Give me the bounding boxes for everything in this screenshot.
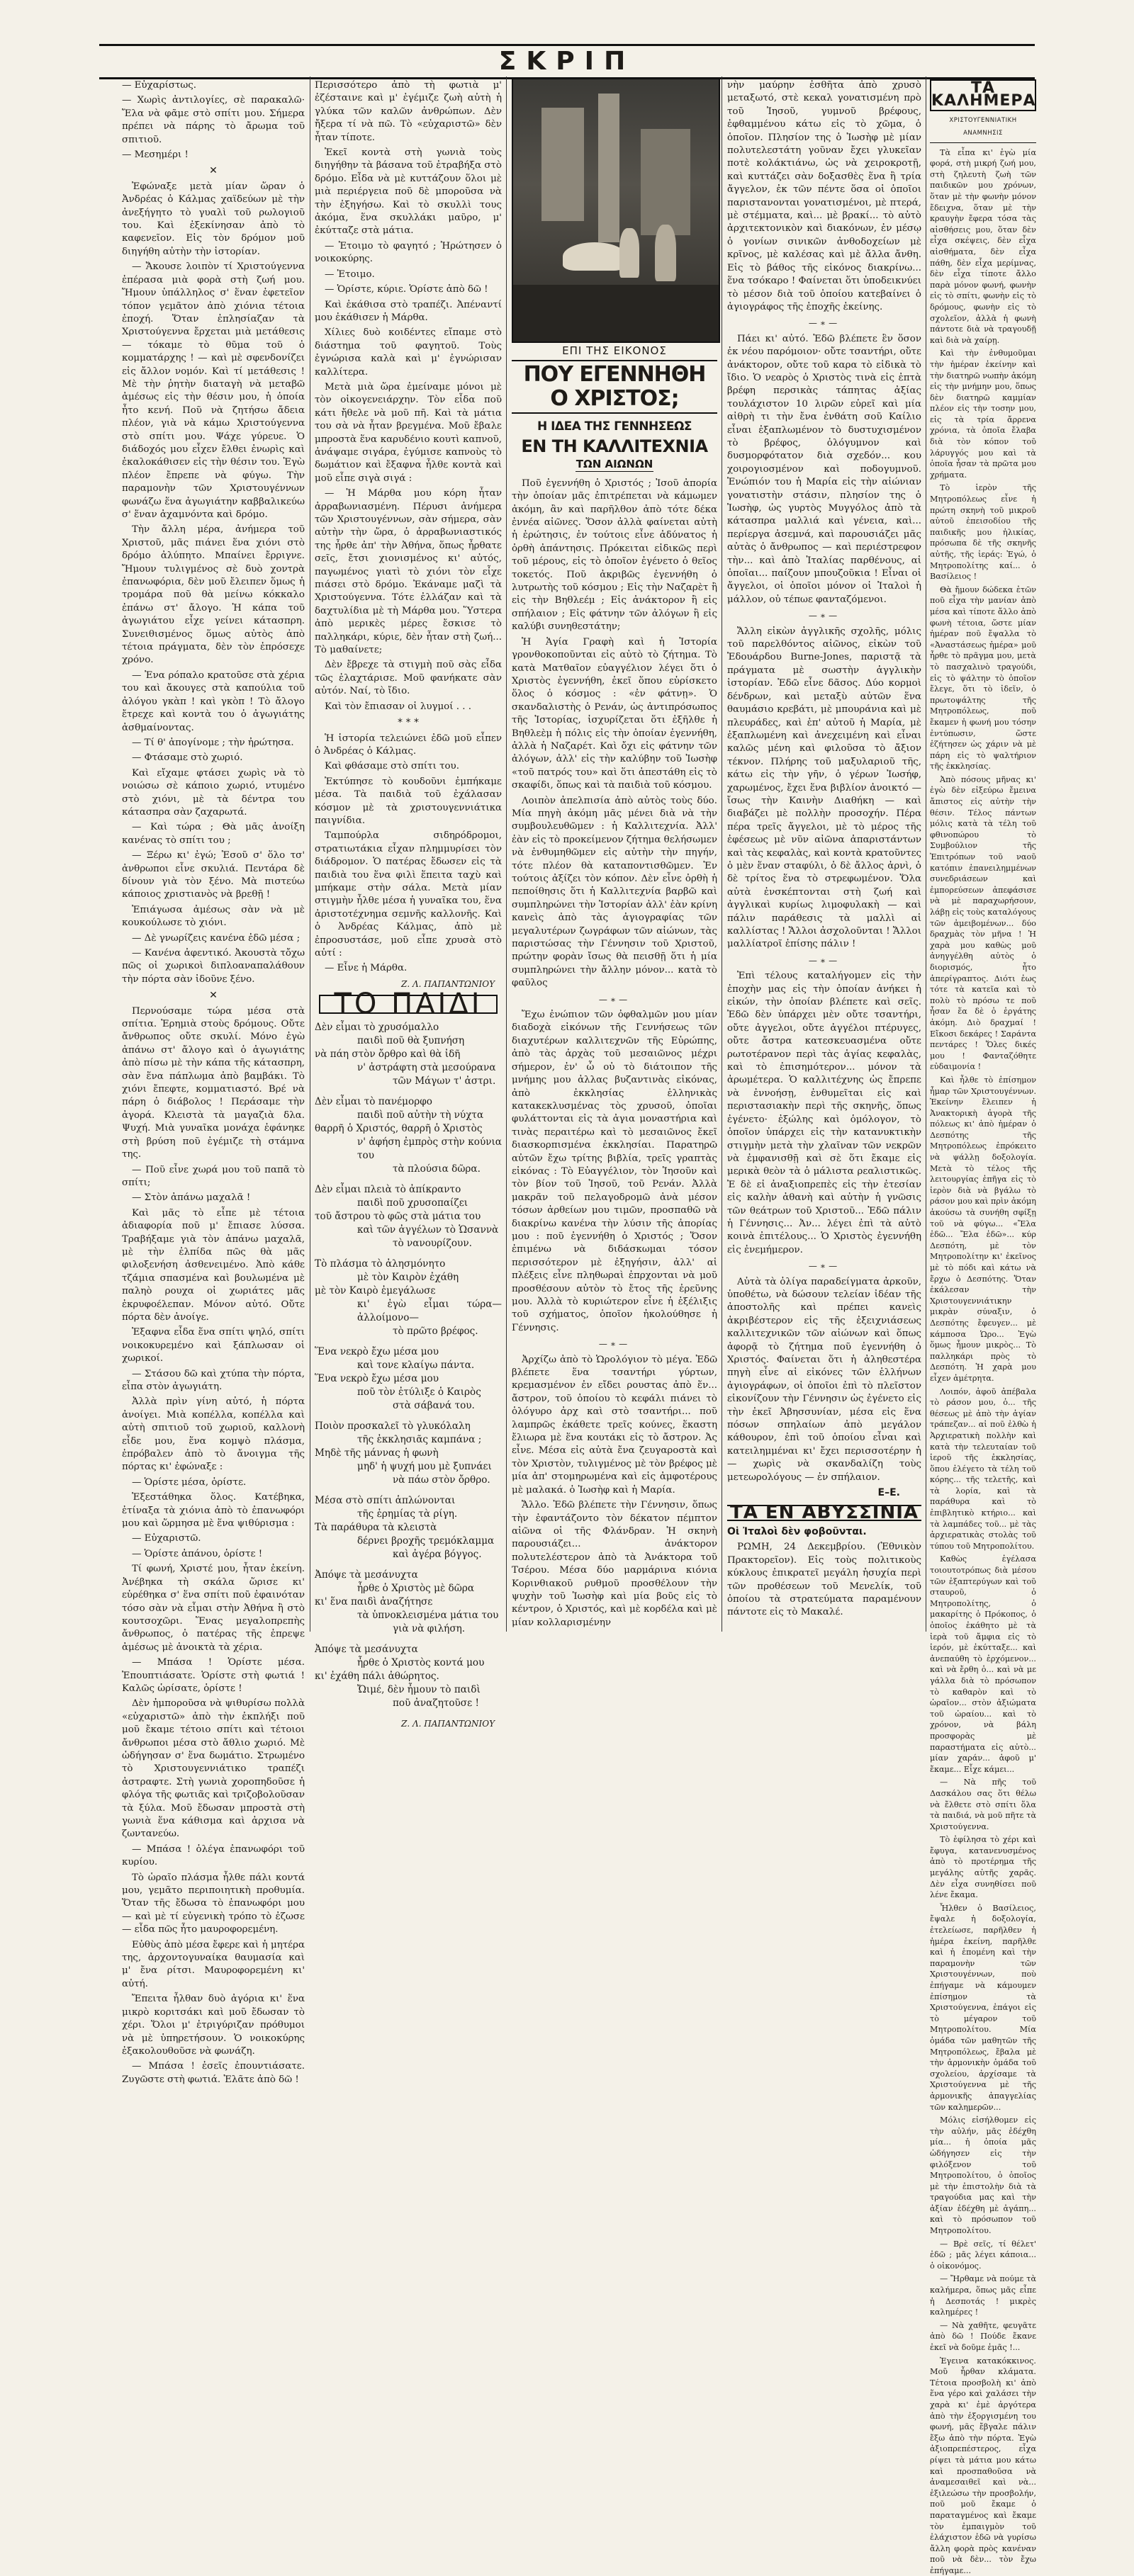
- paragraph: — Τί θ' ἀπογίνομε ; τὴν ἠρώτησα.: [132, 737, 294, 748]
- paragraph: Ἡ ἱστορία τελειώνει ἐδῶ μοῦ εἶπεν ὁ Ἀνδρέας ὁ Κάλμας.: [315, 733, 502, 757]
- poem-line: Ἕνα νεκρὸ ἔχω μέσα μου: [315, 1345, 439, 1357]
- poem-line: θαρρῆ ὁ Χριστός, θαρρῆ ὁ Χριστὸς: [315, 1122, 483, 1134]
- paragraph: Καὶ εἴχαμε φτάσει χωρὶς νὰ τὸ νοιώσω σὲ κάποιο χωριό, ντυμένο στὸ χιόνι, μὲ τὰ δέντρα του κάτασπρα σὰν ζαχαρωτά.: [122, 767, 305, 818]
- paragraph: — Κανένα ἀφεντικό. Ἀκουστὰ τὄχω πῶς οἱ χωρικοὶ διπλοαναπαλάθουν τὴν πόρτα σὰν ἰδοῦνε ξένο.: [122, 948, 305, 985]
- ornament: —∗—: [808, 611, 841, 621]
- poem-line: Μέσα στὸ σπίτι ἁπλώνονται: [315, 1494, 456, 1506]
- paragraph: Εὐθὺς ἀπὸ μέσα ἔφερε καὶ ἡ μητέρα της, ἀρχοντογυναίκα θαυμασία καὶ μ' ἔνα ρίτσι. Μαυροφορεμένη κι' αὐτή.: [122, 1939, 305, 1989]
- paragraph: Καὶ φθάσαμε στὸ σπίτι του.: [325, 761, 459, 772]
- poem-line: ἦρθε ὁ Χριστὸς μὲ δῶρα: [357, 1582, 474, 1594]
- paragraph: — Καὶ τώρα ; Θὰ μᾶς ἀνοίξη κανένας τὸ σπίτι του ;: [122, 822, 305, 846]
- story-column-1: [122, 79, 305, 2085]
- poem-stanza: [315, 1643, 502, 1710]
- article-subhead: ΤΩΝ ΑΙΩΝΩΝ: [576, 458, 653, 471]
- poem-line: στὰ σάβανά του.: [393, 1399, 475, 1411]
- section-divider: ✕: [209, 990, 218, 1002]
- ornament: —∗—: [598, 994, 631, 1005]
- poem-line: Ὤιμέ, δὲν ἦμουν τὸ παιδὶ: [357, 1683, 481, 1695]
- poem-line: τὸ νανουρίζουν.: [393, 1237, 472, 1249]
- section-divider: ✕: [209, 165, 218, 177]
- masthead: [99, 44, 1035, 79]
- poem-line: δέρνει βροχῆς τρεμόκλαμμα: [357, 1535, 495, 1547]
- paragraph: Καὶ μᾶς τὸ εἶπε μὲ τέτοια ἀδιαφορία ποῦ μ' ἔπιασε λύσσα. Τραβήξαμε γιὰ τὸν ἀπάνω μαχαλᾶ, μὲ τὴν ἐλπίδα πῶς θὰ μᾶς φιλοξενήση ἀσθενειμένο. Ἀπὸ κάθε τζάμια σπασμένα καὶ βουλωμένα μὲ παληὸ ρουχα οἱ χωριάτες μᾶς ἐκρυφοέλεπαν. Μόνον αὐτό. Οὔτε πόρτα δὲν ἀνοίγε.: [122, 1207, 305, 1323]
- paragraph: — Δὲ γνωρίζεις κανένα ἐδῶ μέσα ;: [132, 932, 301, 944]
- paragraph: — Ὁρίστε, κύριε. Ὁρίστε ἀπὸ δῶ !: [325, 284, 488, 295]
- paragraph: Ἔχω ἐνώπιον τῶν ὀφθαλμῶν μου μίαν διαδοχὰ εἰκόνων τῆς Γεννήσεως τῶν διαχυτέρων καλλιτεχνῶν τῆς Εὐρώπης, ἀπὸ τὰς ἀρχὰς τοῦ μεσαιῶνος μέχρι σήμερον, ἐν' ὧ οὐ τὸ διάτοιπον τῆς μνήμης μου ἀλλας βυζαντινὰς εἰκόνας, ἀπὸ ἐκκλησίας ἑλληνικὰς κατακεκλυσμένας τὸς χρυσοῦ, ὁποῖαι φυλάττονται εἰς τὰ ἀγια μοναστήρια καὶ τινὰς περαιτέρω καὶ τὸ μεσαιῶνος ἔκεῖ διασκορπισμένα ἐκκλησίαι. Παρατηρῶ αὐτῶν ἔχω τρίτης βιβλία, τρεῖς γραπτὰς εἰκόνας : Τὸ Εὐαγγέλιον, τὸν Ἰησοῦν καὶ τὸν βίον τοῦ Ἰησοῦ, τοῦ Ρενάν. Ἀλλὰ μακρᾶν τοῦ πελαγοδρομῶ ἀνὰ μέσον τόσων ἀρθείων μου τιμῶν, προσπαθῶ νὰ διακρίνω κανένα τὴν λύσιν τῆς ἀπορίας μου : ποῦ ἐγεννήθη ὁ Χριστός ; Ὅσον ἐπιμένω νὰ διδάσκωμαι τόσον περισσότερον μὲ ἐξηγήσιν, ἀλλ' αἱ πλέξεις εἶνε πληθωραὶ ἐπρχονται νὰ μοῦ προσθέσουν αὐτὸν τὸ ἔτος τῆς ἐρεῦνης μου. Ἀλλὰ τὸ κυριώτερον εἶνε ἡ ἐξέλιξις τοῦ σχήματος, ὁποῖον ἠκολούθησε ἡ Γέννησις.: [512, 1010, 717, 1333]
- paragraph: Ἄλλο. Ἐδῶ βλέπετε τὴν Γέννησιν, ὅπως τὴν ἐφαντάζοντο τὸν δέκατον πέμπτον αἰῶνα οἱ τῆς Φλάνδραν. Ἡ σκηνὴ παρουσιάζει... ἀνάκτορον πολυτελέστερον ἀπὸ τὰ Ἀνάκτορα τοῦ Τσέρου. Μέσα δύο μαρμάρινα κιόνια Κορινθιακοῦ ρυθμοῦ προσθέλουν τὴν ψυχὴν τοῦ Ἰωσὴφ καὶ μία βοῦς εἰς τὸ κέντρον, ὁ Χριστός, καὶ μὲ κορδέλα καὶ μὲ μίαν κολλαρισμένην: [512, 1500, 717, 1628]
- poem-line: καὶ ἀγέρα βόγγος.: [393, 1548, 482, 1560]
- poem-line: νὰ πάω στὸν ὄρθρο.: [393, 1474, 490, 1486]
- paragraph: Τὰ εἶπα κι' ἐγὼ μία φορά, στὴ μικρή ζωή μου, στὴ ζηλευτὴ ζωὴ τῶν παιδικῶν μου χρόνων, ὅταν μὲ τὴν φωνὴν μόνον ἔδειχνα, ὅταν μὲ τὴν κραυγὴν ἔφερα τόσα τὰς αἰσθήσεις μου, ὅταν δὲν εἶχα σκέψεις, δὲν εἶχα αἰσθήματα, δὲν εἶχα πάθη, δὲν εἶχα μερίμνας, δὲν εἶχα τίποτε ἄλλο παρὰ μόνον φωνή, φωνὴν εἰς τὸ σπίτι, φωνὴν εἰς τὸ δρόμους, φωνὴν εἰς τὸ σχολεῖον, ἀλλὰ ἡ φωνὴ πάντοτε διὰ νὰ τραγουδῇ καὶ διὰ νὰ χαίρῃ.: [930, 147, 1036, 345]
- paragraph: — Ἡ Μάρθα μου κόρη ἦταν ἀρραβωνιασμένη. Πέρυσι ἀνήμερα τῶν Χριστουγέννων, σὰν σήμερα, σὰν αὐτὴν τὴν ὥρα, ὁ ἀρραβωνιαστικός της ἦρθε ἀπ' τὴν Ἀθήνα, ὅπως ἦρθατε σεῖς, ἔτσι χιονισμένος κι' αὐτός, παγωμένος γιατὶ τὸ χιόνι τὸν εἶχε πιάσει στὸ δρόμο. Ἐκάναμε μαζὶ τὰ Χριστούγεννα. Τότε ἐλλάζαν καὶ τὰ δαχτυλίδια μὲ τὴ Μάρθα μου. Ὕστερα ἀπὸ μερικὲς μέρες ἔσκισε τὸ παλληκάρι, κύριε, δὲν ἦταν στὴ ζωή... Τὸ μαθαίνετε;: [315, 488, 502, 656]
- paragraph: Ἀρχίζω ἀπὸ τὸ Ὡρολόγιον τὸ μέγα. Ἐδῶ βλέπετε ἕνα τσαντήρι γύρτων, κρεμασμένον ἐν εἴδει ρουστας ἀπὸ ἕν... ἄστρον, τοῦ ὁποίου τὸ κεφάλι πιάνει τὸ ὁλόγυρο ἀρχ καὶ στὸ τσαντήρι... ποῦ λαμπρῶς ἐκάθετε τρεῖς κούνες, ἕκαστη ἔλιωρα μὲ ἕνα κουτάκι εἰς τὸ ἄστρον. Ἀς εἶνε. Μέσα εἰς αὐτὰ ἔνα ζευγαροστὰ καὶ τὸν Χριστὸν, τυλιγμένος μὲ τὸν βρέφος μὲ μία ἀπ' στομηρωμένα καὶ εἰς ἀμφοτέρους μὲ μαλακά. ὁ Ἰωσὴφ καὶ ἡ Μαρία.: [512, 1354, 717, 1496]
- paragraph: Μόλις εἰσήλθομεν εἰς τὴν αὐλήν, μᾶς ἐδέχθη μία... ἡ ὁποία μᾶς ὡδήγησεν εἰς τὴν φιλόξενον τοῦ Μητροπολίτου, ὁ ὁποῖος μὲ τὴν ἐπιστολὴν διὰ τὰ τραγούδια μας καὶ τὴν ἀξίαν ἐδέχθη μὲ ἀγάπη... καὶ τὸ πρόσωπον τοῦ Μητροπολίτου.: [930, 2115, 1036, 2236]
- paragraph: Τί φωνή, Χριστέ μου, ἦταν ἐκείνη. Ἀνέβηκα τὴ σκάλα ὥρισε κι' εὑρέθηκα σ' ἕνα σπίτι ποῦ ἐφαινόταν τόσο σὰν νὰ εἶμαι στὴν Ἀθήνα ἢ στὸ κουτσοχῶρι. Ἕνας μεγαλοπρεπὴς ἄνθρωπος, ὁ πατέρας τῆς ἐπρεψε ἀμέσως μὲ ἀνοικτὰ τὰ χέρια.: [122, 1564, 305, 1653]
- feature-column-5: [930, 79, 1036, 2575]
- paragraph: Ἐκεῖ κοντὰ στὴ γωνιὰ τοὺς διηγήθην τὰ βάσανα τοῦ ἐτραβήξα στὸ δρόμο. Εἶδα νὰ μὲ κυττάζουν ὅλοι μὲ μιὰ περιέργεια ποῦ δὲ μποροῦσα νὰ τὴν ἐξηγήσω. Καὶ τὸ σκυλλὶ τους ἀκόμα, ἕνα σκυλλάκι μαῦρο, μ' ἐκύτταζε στὰ μάτια.: [315, 147, 502, 237]
- poem-line: ἦρθε ὁ Χριστὸς κοντά μου: [357, 1656, 485, 1668]
- paragraph: — Ἐνα ρόπαλο κρατοῦσε στὰ χέρια του καὶ ἄκουγες στὰ καπούλια τοῦ ἀλόγου γκὰπ ! καὶ γκὸπ ! Τὸ ἄλογο ἔτρεχε καὶ κοντὰ του ὁ ἀγωγιάτης ἀσθμαίνοντας.: [122, 670, 305, 733]
- ornament: —∗—: [598, 1339, 631, 1350]
- poem-line: κι' ἕνα παιδὶ ἀναζήτησε: [315, 1595, 433, 1608]
- poem-line: ποῦ τὸν ἐτύλιξε ὁ Καιρὸς: [357, 1386, 481, 1398]
- article-signature: Ε–Ε.: [877, 1487, 900, 1499]
- paragraph: Ἡ Ἁγία Γραφὴ καὶ ἡ Ἱστορία γρονθοκοποῦνται εἰς αὐτὸ τὸ ζήτημα. Τὸ κατὰ Ματθαῖον εὐαγγέλιον λέγει ὅτι ὁ Χριστὸς ἐγεννήθη, ἐκεῖ ὅπου εὑρίσκετο ὅλος ὁ κόσμος : «ἐν φάτνῃ». Ὁ σκανδαλιστὴς ὁ Ρενάν, ὡς ἀντιπρόσωπος τῆς Ἱστορίας, ἰσχυρίζεται ὅτι ἐξῆλθε ἡ Βηθλεὲμ ἡ πόλις εἰς τὴν ὁποίαν ἐγεννήθη, ἀλλὰ ἡ Ναζαρέτ. Καὶ ὄχι εἰς φάτνην τῶν ἀλόγων, ἀλλ' εἰς τὴν καλύβην τοῦ Ἰωσὴφ «τοῦ πατρός του» καὶ ὅτι ἀπεστάθη εἰς τὸ σκαφίδι, ὅπως καὶ τὰ παιδιὰ τοῦ κόσμου.: [512, 636, 717, 791]
- poem-line: ποῦ ἀναζητοῦσε !: [393, 1697, 479, 1709]
- paragraph: Δὲν ἔβρεχε τὰ στιγμὴ ποῦ σὰς εἶδα τῶς ἐλαχτάρισε. Μοῦ φανήκατε σὰν αὐτόν. Ναί, τὸ ἴδιο.: [315, 660, 502, 697]
- poem-line: νὰ πάη στὸν ὄρθρο καὶ θὰ ἰδῆ: [315, 1048, 461, 1060]
- poem-line: Τὸ πλάσμα τὸ ἀλησμόνητο: [315, 1258, 446, 1270]
- paragraph: Αὐτὰ τὰ ὀλίγα παραδείγματα ἀρκοῦν, ὑποθέτω, νὰ δώσουν τελείαν ἰδέαν τῆς ἀποστολῆς καὶ πρέπει κανεὶς ἀκριβέστερον εἰς τῆς ἐξειχνιάσεως καλλιτεχνικῶν τῶν αἰώνων καὶ ὅπως ἀφορᾷ τὸ ζήτημα ποῦ ἐγεννήθη ὁ Χριστός. Φαίνεται ὅτι ἡ ἀληθεστέρα πηγὴ εἶνε αἱ εἰκόνες τῶν ἑλλήνων ἀγιογράφων, οἱ ὁποῖοι ἐπὶ τὸ πλεῖστον εἰκονίζουν τὴν Γέννησιν ὡς ἐγένετο εἰς τὴν ἐκεῖ Ἀβησσυνίαν, μέσα εἰς ἕνα πόσων σπηλαίων ἀπὸ μεγάλον κάθουρον, ἐπὶ τοῦ ὁποίου εἶναι καὶ κατειλημμέναι κι' ἔχει περισσοτέρην ἡ— χωρὶς νὰ σκανδαλίζη τοὺς μετεωρολόγους — ἐν σπήλαιον.: [727, 1276, 921, 1483]
- feature-subtitle: ΧΡΙΣΤΟΥΓΕΝΝΙΑΤΙΚΗ ΑΝΑΜΝΗΣΙΣ: [930, 114, 1036, 143]
- story-column-2: [315, 79, 502, 1729]
- news-paragraph: ΡΩΜΗ, 24 Δεκεμβρίου. (Ἐθνικὸν Πρακτορεῖον). Εἰς τοὺς πολιτικοὺς κύκλους ἐπικρατεῖ μεγάλη ἡσυχία περὶ τῶν προθέσεων τοῦ Μενελίκ, τοῦ ὁποίου τὰ στρατεύματα παραμένουν πάντοτε εἰς τὸ Μακαλέ.: [727, 1542, 921, 1618]
- poem-stanza: [315, 1420, 502, 1487]
- poem-line: τοῦ ἄστρου τὸ φῶς στὰ μάτια του: [315, 1210, 481, 1222]
- poem-stanza: [315, 1494, 502, 1561]
- paragraph: — Στὸν ἀπάνω μαχαλᾶ !: [132, 1192, 251, 1204]
- paragraph: Τὴν ἄλλη μέρα, ἀνήμερα τοῦ Χριστοῦ, μᾶς πιάνει ἕνα χιόνι στὸ δρόμο ἀλύπητο. Μπαίνει ἔρριγνε. Ἤμουν τυλιγμένος σὲ δυὸ χοντρὰ ἐπανωφόρια, δὲν μοῦ ἔλειπεν ὅμως ἡ τρομάρα ποῦ θὰ μείνω κόκκαλο ἐπάνω στ' ἄλογο. Ἡ κάπα τοῦ ἀγωγιάτου εἶχε γείνει κάτασπρη. Συνειθισμένος ὅμως αὐτὸς ἀπὸ τέτοια πράγματα, δὲν τὸν ἐπρόσεχε χρόνο.: [122, 524, 305, 666]
- story-part-b: [122, 1005, 305, 2087]
- paragraph: Ποῦ ἐγεννήθη ὁ Χριστός ; Ἰσοῦ ἀπορία τὴν ὁποίαν μᾶς ἐπιτρέπεται νὰ κάμωμεν ἀκόμη, ἂν καὶ παρῆλθον ἀπὸ τότε δέκα ἐννέα αἰῶνες. Ὅσον ἀλλὰ φαίνεται αὐτὴ ἡ ἐρώτησις, ἐν τούτοις εἶνε ἀδύνατος ἡ ὀρθὴ ἀπάντησις. Πρόκειται εἰδικῶς περὶ τοῦ μέρους, εἰς τὸ ὁποῖον ἐγένετο ὁ θεῖος τοκετός. Ποῦ ἀκριβῶς ἐγεννήθη ὁ λυτρωτὴς τοῦ κόσμου ; Εἰς τὴν Ναζαρὲτ ἢ εἰς τὴν Βηθλεέμ ; Εἰς ἀνάκτορον ἢ εἰς σπήλαιον ; Εἰς φάτνην τῶν ἀλόγων ἢ εἰς καλύβι συνηθεστάτην;: [512, 478, 717, 633]
- feature-body: [930, 147, 1036, 2576]
- poem-stanza: [315, 1569, 502, 1636]
- paragraph: Καὶ τὴν ἐνθυμοῦμαι τὴν ἡμέραν ἐκείνην καὶ τὴν διατηρῶ νωπὴν ἀκόμη εἰς τὴν μνήμην μου, ὅπως δὲν διατηρῶ καμμίαν πλέον εἰς τὴν τοσην μου, εἰς τὰ τρία ἄρρενα χρόνια, τὰ ὁποῖα ἔλαβα διὰ τὸν κόπον τοῦ λάρυγγός μου καὶ τὰ ὁποῖα ἦσαν τὰ πρῶτα μου χρήματα.: [930, 349, 1036, 480]
- paragraph: Περισσότερο ἀπὸ τὴ φωτιὰ μ' ἐζέσταινε καὶ μ' ἐγέμιζε ζωὴ αὐτὴ ἡ γλύκα τῶν καλῶν ἀνθρώπων. Δὲν ἤξερα τί νὰ πῶ. Τὸ «εὐχαριστῶ» δὲν ἦταν τίποτε.: [315, 80, 502, 143]
- paragraph: Ἦλθεν ὁ Βασίλειος, ἔψαλε ἡ δοξολογία, ἐτελείωσε, παρῆλθεν ἡ ἡμέρα ἐκείνη, παρῆλθε καὶ ἡ ἑπομένη καὶ τὴν παραμονὴν τῶν Χριστουγέννων, ποὺ ἐπήγαμε νὰ κάμουμεν ἐπίσημον τὰ Χριστούγεννα, ἐπάγοι εἰς τὸ μέγαρον τοῦ Μητροπολίτου. Μία ὁμάδα τῶν μαθητῶν τῆς Μητροπόλεως, ἔβαλα μὲ τὴν ἀρμονικὴν ὁμάδα τοῦ σχολείου, ἀρχίσαμε τὰ Χριστούγεννα μὲ τῆς ἀρμονικῆς ἀπαγγελίας τῶν καλημερῶν...: [930, 1903, 1036, 2112]
- poem-title: ΤΟ ΠΑΙΔΙ: [319, 995, 498, 1013]
- paragraph: Ἐφώναξε μετὰ μίαν ὥραν ὁ Ἀνδρέας ὁ Κάλμας χαϊδεύων μὲ τὴν ἀνεξήγητο τὸ γυαλὶ τοῦ ρωλογιοῦ του. Καὶ ἐξεκίνησαν ἀπὸ τὸ καφενεῖον. Εἰς τὸν δρόμον μοῦ διηγήθη αὐτὴν τὴν ἱστορίαν.: [122, 181, 305, 257]
- poem-line: Ποιὸν προσκαλεῖ τὸ γλυκόλαλη: [315, 1420, 471, 1432]
- feature-title: ΤΑ ΚΑΛΗΜΕΡΑ: [931, 79, 1036, 111]
- poem-line: κι' ἐχάθη πάλι ἀθώρητος.: [315, 1670, 439, 1682]
- poem-line: κι' ἐγὼ εἶμαι τώρα—ἀλλοίμονο—: [357, 1298, 502, 1323]
- poem-line: καὶ τονε κλαίγω πάντα.: [357, 1359, 475, 1371]
- paragraph: — Νὰ χαθῆτε, φευγᾶτε ἀπὸ δῶ ! Πούδε ἔκανε ἐκεῖ νὰ δοῦμε ἐμᾶς !...: [930, 2320, 1036, 2352]
- poem-line: καὶ τῶν ἀγγέλων τὸ Ὡσαννὰ: [357, 1224, 499, 1236]
- nativity-illustration: [512, 78, 720, 343]
- image-kicker: ΕΠΙ ΤΗΣ ΕΙΚΟΝΟΣ: [562, 344, 667, 357]
- paragraph: — Εἶνε ἡ Μάρθα.: [325, 963, 408, 974]
- poem-line: τῆς ἐρημίας τὰ ρίγη.: [357, 1508, 458, 1520]
- paragraph: Ἀπὸ πόσους μῆνας κι' ἐγὼ δὲν εἰξεύρω ἔμεινα ἄπιστος εἰς αὐτὴν τὴν θέσιν. Τέλος πάντων μόλις κατὰ τὰ τέλη τοῦ φθινοπώρου τὸ Συμβούλιον τῆς Ἐπιτρόπων τοῦ ναοῦ κατόπιν ἐπανειλημμένων συνεδριάσεων καὶ ἐμπορεύσεων ἀπεφάσισε νὰ μὲ παραχωρήσουν, λάβῃ εἰς τοὺς καταλόγους τῶν ἀμειβομένων... δύο δραχμὰς τὸν μῆνα ! Ἡ χαρὰ μου καθὼς μοῦ ἀνηγγέλθη αὐτὸς ὁ διορισμός, ἦτο ἀπερίγραπτος. Διότι ἐως τότε τὰ κατεῖα καὶ τὸ πολὺ τὸ πρόσω τε ποῦ ἦσαν ἕα δὲ ὁ ἐργάτης ἀκόμη. Διὸ δραχμαί ! Εἴκοσι δεκάρες ! Σαράντα πεντάρες ! Ὅλες δικές μου ! Φανταζόθητε εὐδαιμονία !: [930, 774, 1036, 1072]
- article-headline: ΠΟΥ ΕΓΕΝΝΗΘΗ Ο ΧΡΙΣΤΟΣ;: [512, 360, 717, 414]
- poem-line: τὰ πλούσια δῶρα.: [393, 1163, 481, 1175]
- paragraph: Μετὰ μιὰ ὥρα ἐμείναμε μόνοι μὲ τὸν οἰκογενειάρχην. Τὸν εἶδα ποῦ κάτι ἤθελε νὰ μοῦ πῆ. Καὶ τὰ μάτια του σὰ νὰ ἦταν βρεγμένα. Μοῦ ἔβαλε μπροστὰ ἕνα καρυδένιο κουτὶ καπνοῦ, ἀνάψαμε σιγάρα, ἐγύμισε καπνοὺς τὸ δωμάτιον καὶ ἔξαφνα ἦλθε κοντὰ καὶ μοῦ εἶπε σιγὰ σιγά :: [315, 381, 502, 484]
- poem-stanza: [315, 1095, 502, 1176]
- poem-line: Μηδὲ τῆς μάννας ἡ φωνὴ: [315, 1447, 439, 1459]
- poem-line: Δὲν εἶμαι τὸ χρυσόμαλλο: [315, 1021, 439, 1033]
- paragraph: — Στάσου δῶ καὶ χτύπα τὴν πόρτα, εἶπα στὸν ἀγωγιάτη.: [122, 1368, 305, 1392]
- paragraph: Τὸ ὡραῖο πλάσμα ἦλθε πάλι κοντά μου, γεμᾶτο περιποιητικὴ προθυμία. Ὅταν τῆς ἔδωσα τὸ ἐπανωφόρι μου — καὶ μὲ τί εὐγενικὴ τρόπο τὸ ἐζωσε — εἶδα πῶς ἦτο μαυροφορεμένη.: [122, 1872, 305, 1936]
- paragraph: — Ἐτοιμο τὸ φαγητό ; Ἠρώτησεν ὁ νοικοκύρης.: [315, 240, 502, 265]
- poem-line: παιδὶ ποῦ θὰ ξυπνήση: [357, 1034, 465, 1046]
- poem-signature: Ζ. Λ. ΠΑΠΑΝΤΩΝΙΟΥ: [401, 1718, 495, 1729]
- poem-line: τῶν Μάγων τ' ἀστρι.: [393, 1075, 496, 1087]
- paragraph: Καὶ τὸν ἔπιασαν οἱ λυγμοί . . .: [325, 701, 472, 712]
- article-column-3: [512, 344, 717, 1631]
- poem-line: τὰ ὑπνοκλεισμένα μάτια του: [357, 1609, 499, 1621]
- poem-line: παιδὶ ποῦ αὐτὴν τὴ νύχτα: [357, 1109, 484, 1121]
- paragraph: — Φτάσαμε στὸ χωριό.: [132, 752, 243, 764]
- poem-stanza: [315, 1021, 502, 1088]
- paragraph: Θὰ ἤμουν δώδεκα ἐτῶν ποῦ εἶχα τὴν μανίαν ἀπὸ μέσα καὶ τίποτε ἄλλο ἀπὸ φωνὴ τέτοια, ὥστε μίαν ἡμέραν ποῦ ἔψαλλα τὸ «Ἀναστάσεως ἡμέρα» μοῦ ἦρθε τὸ πρᾶγμα μου, μετὰ τὸ πασχαλινὸ τραγούδι, εἰς τὸ ψάλτην τὸ ὁποῖον ἔλεγε, ὅτι τὸ ἰδεῖν, ὁ πρωτοψάλτης τῆς Μητροπόλεως, ποῦ ἔκαμεν ἡ φωνή μου τόσην ἐντύπωσιν, ὥστε ἐζήτησεν ὡς χάριν νὰ μὲ πάρη εἰς τὸ ψαλτήριον τῆς ἐκκλησίας.: [930, 584, 1036, 772]
- paragraph: — Ξέρω κι' ἐγώ; Ἐσοῦ σ' ὅλο τσ' ἀνθρωποι εἶνε σκυλιά. Πεντάρα δὲ δίνουν γιὰ τὸν ξένο. Μὰ πιστεύω κάποιος χριστιανὸς νὰ βρεθῇ !: [122, 850, 305, 900]
- paragraph: Ἀλλὰ πρὶν γίνη αὐτό, ἡ πόρτα ἀνοίγει. Μιὰ κοπέλλα, κοπέλλα καὶ αὐτὴ σπιτιοῦ τοῦ χωριοῦ, καλλονὴ εἶδε μου, ἕνα κομψὸ πλάσμα, ἐπρόβαλεν ἀπὸ τὸ ἄνοιγμα τῆς πόρτας κι' ἐφώναξε :: [122, 1396, 305, 1473]
- paragraph: Καὶ ἦλθε τὸ ἐπίσημον ἦμαρ τῶν Χριστουγέννων. Ἐκείνην ἔλειπεν ἡ Ἀνακτορικὴ ἀγορὰ τῆς πόλεως κι' ἀπὸ ἡμέραν ὁ Δεσπότης τῆς Μητροπόλεως ἐπρόκειτο νὰ ψάλλῃ δοξολογία. Μετὰ τὸ τέλος τῆς λειτουργίας ἐπῆγα εἰς τὸ ἱερὸν διὰ νὰ βγάλω τὸ ράσον μου καὶ πρὶν ἀκόμη ἀκούσω τὰ συνήθη σφίξῃ τοῦ νὰ φύγω... «Ἔλα ἐδῶ... Ἔλα ἐδῶ»... κύρ Δεσπότη, μὲ τὸν Μητροπολίτην κι' ἐκεῖνος μὲ τὸ πόδι καὶ κάτω νὰ ἔρχω ὁ Δεσπότης. Ὅταν ἐκάλεσαν τὴν Χριστουγεννιάτικην μικρὰν σύναξιν, ὁ Δεσπότης ἔφευγεν... μὲ κάμποσα Ὡρο... Ἐγὼ ὅμως ἦμουν μικρὸς... Τὸ παλληκάρι πρὸς τὸ Δεσπότη. Ἡ χαρὰ μου εἶχεν ἀμέτρητα.: [930, 1075, 1036, 1383]
- paragraph: Καθὼς ἐγέλασα τοιουτοτρόπως διὰ μέσου τῶν ἐξαπτερύγων καὶ τοῦ σταυροῦ, ὁ Μητροπολίτης, ὁ μακαρίτης ὁ Πρόκοπος, ὁ ὁποῖος ἐκάθητο μὲ τὰ ἱερὰ τοῦ ἄμφια εἰς τὸ ἱερόν, μὲ ἐκύτταξε... καὶ ἀνεπαύθη τὸ ἐρχόμενον... καὶ νὰ ἔρθη ὁ... καὶ νὰ με γάλλα διὰ τὸ πρόσωπον τὸ καθαρὸν καὶ τὸ ὡραῖον... στὸν ἀξιώματα τοῦ ὡραίου... καὶ τὸ χρόνον, νὰ βάλη προσφορὰς μὲ παραστήματα εἰς αὐτὸ... μίαν χαράν... ἀφοῦ μ' ἔκαμε... Εἶχε κάμει...: [930, 1554, 1036, 1774]
- poem-line: Ἕνα νεκρὸ ἔχω μέσα μου: [315, 1372, 439, 1384]
- paragraph: Τὸ ἱερὸν τῆς Μητροπόλεως εἶνε ἡ πρώτη σκηνὴ τοῦ μικροῦ αὐτοῦ ἐπεισοδίου τῆς παιδικῆς μου ἡλικίας, πρόσωπα δὲ τῆς σκηνῆς αὐτῆς, τῆς ἱεράς: Ἐγώ, ὁ Μητροπολίτης καί... ὁ Βασίλειος !: [930, 483, 1036, 582]
- poem-stanza: [315, 1258, 502, 1338]
- paragraph: — Ἤρθαμε νὰ πούμε τὰ καλήμερα, ὅπως μᾶς εἶπε ἡ Δεσποτάς ! μικρὲς καλημέρες !: [930, 2274, 1036, 2317]
- poem-line: Τὰ παράθυρα τὰ κλειστὰ: [315, 1521, 437, 1533]
- column-rule: [506, 77, 507, 1632]
- poem-line: παιδὶ ποῦ χρυσοπαίζει: [357, 1197, 468, 1209]
- poem: [315, 1021, 502, 1710]
- article-column-4: [727, 79, 921, 1631]
- paragraph: Ἄλλη εἰκὼν ἀγγλικῆς σχολῆς, μόλις τοῦ παρελθόντος αἰῶνος, εἰκὼν τοῦ Ἐδουάρδου Burne-Jones, παριστᾷ τὰ πράγματα μὲ σωστὴν ἀγγλικὴν ἱστορίαν. Ἐδῶ εἶνε δᾶσος. Δύο κορμοὶ δένδρων, καὶ μεταξὺ αὐτῶν ἕνα θαυμάσιο κρεβάτι, μὲ μπουράνια καὶ μὲ πλευράδες, καὶ ἐπ' αὐτοῦ ἡ Μαρία, μὲ ἐξαπλωμένη καὶ ἀνεχειμένη καὶ εἶναι καλῶς μένη καὶ φιλοῦσα τὸ ἄξιον τέκνον. Πλήρης τοῦ μαξυλαριοῦ τῆς, κάτω εἰς τὴν γῆν, ὁ γέρων Ἰωσήφ, χαρωμένος, ἔχει ἕνα βιβλίον ἀνοικτό — ἴσως τὴν Καινὴν Διαθήκη — καὶ διαβάζει μὲ πολλὴν προσοχήν. Πέρα πέρα τρεῖς ἄγγελοι, μὲ τὸ μέρος τῆς ἐφέσεως μὲ νῦν αἰῶνα ἀπαριστάντων καὶ τὰς κεφαλὰς, καὶ κοντὰ κρατοῦντες ὁ μὲν ἕναν σταφύλι, ὁ δὲ ἄλλος ἀρνὶ, ὁ δὲ τρίτος ἕνα τὸ στρεφωμένον. Ὅλα αὐτὰ ἐνσκέπτονται στὴ ζωή καὶ ἀγγλικαὶ κυρίως λιμοφυλακὴ — καὶ πάλιν παράθεσις τὰ μαλλὶ αἱ καλλίστας ! Ἄλλοι ἀσχολοῦνται ! Ἄλλοι μαλλίατροῖ ἐπίσης πάλιν !: [727, 626, 921, 950]
- paragraph: — Εὐχαρίστως.: [122, 80, 197, 91]
- ornament: —∗—: [808, 1261, 841, 1272]
- poem-line: μηδ' ἡ ψυχή μου μὲ ξυπνάει: [357, 1460, 492, 1472]
- paragraph: — Χωρὶς ἀντιλογίες, σὲ παρακαλῶ· Ἔλα νὰ φᾶμε στὸ σπίτι μου. Σήμερα πρέπει νὰ πάρης τὸ ἄρωμα τοῦ σπιτιοῦ.: [122, 95, 305, 145]
- poem-line: τὸ πρῶτο βρέφος.: [393, 1325, 478, 1337]
- newspaper-title: ΣΚΡΙΠ: [498, 47, 636, 76]
- paragraph: Ταμπούρλα σιδηρόδρομοι, στρατιωτάκια εἶχαν πλημμυρίσει τὸν διάδρομον. Ὁ πατέρας ἔδωσεν εἰς τὰ παιδιὰ του ἕνα φιλὶ ἕπειτα ταχὺ καὶ μπήκαμε στὴν σάλα. Μετὰ μίαν στιγμὴν ἦλθε μέσα ἡ γυναῖκα του, ἕνα ἀριστοτέχνημα σεμνῆς καλλονῆς. Καὶ ὁ Ἀνδρέας Κάλμας, ἀπὸ μὲ ἐπροσυστάσε, μοῦ εἶπε χρυσὰ στὸ αὐτί :: [315, 830, 502, 959]
- poem-line: Δὲν εἶμαι πλειὰ τὸ ἀπίκραντο: [315, 1183, 461, 1195]
- news-headline: ΤΑ ΕΝ ΑΒΥΣΣΙΝΙΑ: [727, 1505, 921, 1520]
- poem-stanza: [315, 1345, 502, 1413]
- paragraph: — Βρὲ σεῖς, τί θέλετ' ἐδῶ ; μᾶς λέγει κάποια... ὁ οἰκονόμος.: [930, 2239, 1036, 2271]
- poem-line: τῆς ἐκκλησιᾶς καμπάνα ;: [357, 1433, 482, 1445]
- paragraph: Ἐπιάγωσα ἀμέσως σὰν νὰ μὲ κουκούλωσε τὸ χιόνι.: [122, 904, 305, 929]
- paragraph: Καὶ ἐκάθισα στὸ τραπέζι. Ἀπέναντί μου ἐκάθισεν ἡ Μάρθα.: [315, 299, 502, 323]
- paragraph: Λοιπὸν ἀπελπισία ἀπὸ αὐτὸς τοὺς δύο. Μία πηγὴ ἀκόμη μᾶς μένει διὰ νὰ τὴν συμβουλευθῶμεν : ἡ Καλλιτεχνία. Ἀλλ' ἐὰν εἰς τὸ προκείμενον ζήτημα θελήσωμεν νὰ ἐνθυμηθῶμεν εἰς αὐτὴν τὴν πηγήν, τότε πλέον θὰ καταποντισθῶμεν. Ἐν τούτοις ἀξίζει τὸν κόπον. Δὲν εἶνε ὀρθὴ ἡ πεποίθησις ὅτι ἡ Καλλιτεχνία βαρβῶ καὶ συμπληρώνει τὴν Ἱστορίαν ἀλλ' ἐὰν κρίνη κανεὶς ἀπὸ τὰς ἀγιογραφίας τῶν μεγαλυτέρων ζωγράφων τῶν αἰώνων, τὰς παριστώσας τὴν Γέννησιν τοῦ Χριστοῦ, πρώτην φορὰν ἴσως θὰ πεισθῇ ὅτι ἡ μία συμπληρώνει τὴν ἄλλην μόνον... κατὰ τὸ φαῦλος: [512, 795, 717, 989]
- paragraph: — Ἐτοιμο.: [325, 269, 375, 280]
- paragraph: — Ποῦ εἶνε χωρά μου τοῦ παπᾶ τὸ σπίτι;: [122, 1164, 305, 1188]
- paragraph: Χίλιες δυὸ κοιδέντες εἴπαμε στὸ διάστημα τοῦ φαγητοῦ. Τοὺς ἐγνώρισα καλὰ καὶ μ' ἐγνώρισαν καλλίτερα.: [315, 327, 502, 378]
- paragraph: Ἔπειτα ἦλθαν δυὸ ἀγόρια κι' ἕνα μικρὸ κοριτσάκι καὶ μοῦ ἔδωσαν τὸ χέρι. Ὅλοι μ' ἐτριγύριζαν πρόθυμοι νὰ μὲ ὑπηρετήσουν. Ὁ νοικοκύρης ἐξακολουθοῦσε νὰ φωνάζη.: [122, 1994, 305, 2057]
- poem-line: Ἀπόψε τὰ μεσάνυχτα: [315, 1643, 418, 1655]
- poem-line: μὲ τὸν Καιρὸ ἐμεγάλωσε: [315, 1284, 436, 1297]
- paragraph: — Ἄκουσε λοιπὸν τί Χριστούγεννα ἐπέρασα μιὰ φορὰ στὴ ζωή μου. Ἤμουν ὑπάλληλος σ' ἕναν ἐφετεῖον τόπον γεμᾶτον ἀπὸ χιόνια τέτοια ἐποχή. Ὅταν ἐπλησίαζαν τὰ Χριστούγεννα ἔρχεται μιὰ μετάθεσις — τόκαμε τὸ θῦμα τοῦ ὁ κομματάρχης ! — καὶ μὲ σφενδονίζει εἰς ἄλλον νομόν. Καὶ τί μετάθεσις ! Μὲ τὴν ῥητὴν διαταγὴ νὰ μεταβῶ ἀμέσως εἰς τὴν θέσιν μου, ἡ ὁποία ἦτο κενή. Ποῦ νὰ ζητήσω ἄδεια πλέον, γιὰ νὰ κάμω Χριστούγεννα στὸ σπίτι μου. Ψάχε γύρευε. Ὁ διάδοχός μου εἶχεν ἔλθει ἐνωρὶς καὶ ἐκαλοκάθισεν εἰς τὴν θέσιν του. Ἐγὼ πλέον ἔπρεπε νὰ φύγω. Τὴν παραμονὴν τῶν Χριστουγέννων φωνάζω ἕνα ἀγωγιάτην καββαλικεύω σ' ἕναν ἀχαμνόντα καὶ δρόμο.: [122, 261, 305, 520]
- paragraph: — Μπάσα ! ἐσεῖς ἐπουντιάσατε. Ζυγῶστε στὴ φωτιά. Ἐλᾶτε ἀπὸ δῶ !: [122, 2061, 305, 2085]
- paragraph: — Ὁρίστε μέσα, ὁρίστε.: [132, 1476, 247, 1488]
- paragraph: — Μπάσα ! Ὁρίστε μέσα. Ἐπουπτιάσατε. Ὁρίστε στὴ φωτιά ! Καλῶς ὡρίσατε, ὁρίστε !: [122, 1657, 305, 1694]
- paragraph: Λοιπόν, ἀφοῦ ἀπέβαλα τὸ ράσον μου, ὁ... τῆς θέσεως μὲ ἀπὸ τὴν ἀγίαν τράπεζαν... αἱ ποῦ ἐλθὼ ἡ Ἀρχιερατικὴ πολλὴν καὶ κατὰ τὴν τελευταίαν τοῦ ἱεροῦ τῆς ἐκκλησίας, ὅπου ἐλέγετο τὰ τέλη τοῦ κόρης... τῆς τελετῆς, καὶ τὰ λορία, καὶ τὰ παράθυρα καὶ τὸ ἐπιβλητικὸ κτήριο... καὶ τὰ λαμπάδες τοῦ... μὲ τὰς ἀρχιερατικὰς στολὰς τοῦ τύπου τοῦ Μητροπολίτου.: [930, 1386, 1036, 1551]
- paragraph: Δὲν ἠμποροῦσα νὰ ψιθυρίσω πολλὰ «εὐχαριστῶ» ἀπὸ τὴν ἐκπλήξι ποῦ μοῦ ἔκαμε τέτοιο σπίτι καὶ τέτοιοι ἄνθρωποι μέσα στὸ ἄθλιο χωριό. Μὲ ὡδήγησαν σ' ἕνα δωμάτιο. Στρωμένο τὸ Χριστουγεννιάτικο τραπέζι ἀστραφτε. Στὴ γωνιὰ χοροπηδοῦσε ἡ φλόγα τῆς φωτιᾶς καὶ τριζοβολοῦσαν τὰ ξύλα. Μοῦ ἔδωσαν μπροστὰ στὴ γωνιὰ ἕνα κάθισμα καὶ ἀρχισα νὰ ζωντανεύω.: [122, 1698, 305, 1840]
- paragraph: — Ὁρίστε ἀπάνου, ὁρίστε !: [132, 1548, 263, 1559]
- ornament: —∗—: [808, 955, 841, 966]
- poem-line: ν' ἀστράφτη στὰ μεσούρανα: [357, 1061, 496, 1073]
- author-signature: Ζ. Λ. ΠΑΠΑΝΤΩΝΙΟΥ: [401, 978, 495, 989]
- ornament: —∗—: [808, 318, 841, 329]
- paragraph: Περνούσαμε τώρα μέσα στὰ σπίτια. Ἐρημιὰ στοὺς δρόμους. Οὔτε ἄνθρωπος οὔτε σκυλί. Μόνο ἐγὼ ἀπάνω στ' ἄλογο καὶ ὁ ἀγωγιάτης ἀπὸ πίσω μὲ τὴν κάπα τῆς κάτασπρη, σὰν ἕνα πάπλωμα ἀπὸ βαμβάκι. Τὸ χιόνι ἔπεφτε, κομματιαστό. Βρέ νὰ πάρη ὁ διάβολος ! Περάσαμε τὴν ἀγορά. Κλειστὰ τὰ μαγαζιὰ δλα. Ψυχή. Μιὰ γυναῖκα μονάχα ἐφάνηκε στὴ βρύση ποῦ ἐγέμιζε τὴ στάμνα της.: [122, 1005, 305, 1160]
- paragraph: Ἐξαφνα εἶδα ἕνα σπίτι ψηλό, σπίτι νοικοκυρεμένο καὶ ξάπλωσαν οἱ χωρικοί.: [122, 1327, 305, 1365]
- article-subhead: ΕΝ ΤΗ ΚΑΛΛΙΤΕΧΝΙΑ: [521, 436, 708, 457]
- paragraph: Ἐκτύπησε τὸ κουδοῦνι ἐμπήκαμε μέσα. Τὰ παιδιὰ τοῦ ἐχάλασαν κόσμον μὲ τὰ χριστουγεννιάτικα παιγνίδια.: [315, 776, 502, 826]
- paragraph: — Εὐχαριστῶ.: [132, 1533, 201, 1544]
- paragraph: Τὸ ἐφίλησα τὸ χέρι καὶ ἔφυγα, κατανενυσμένος ἀπὸ τὸ προτέρημα τῆς μεγάλης αὐτῆς χαρᾶς. Δὲν εἶχα συνηθίσει ποῦ λένε ἔκαμα.: [930, 1835, 1036, 1900]
- news-subhead: Οἱ Ἰταλοὶ δὲν φοβοῦνται.: [727, 1525, 867, 1537]
- paragraph: — Μπάσα ! ὁλέγα ἐπανωφόρι τοῦ κυρίου.: [122, 1843, 305, 1868]
- paragraph: Πάει κι' αὐτό. Ἐδῶ βλέπετε ἓν ὅσον ἐκ νέου παρόμοιον· οὔτε τσαντήρι, οὔτε ἀνάκτορον, οὔτε τοῦ καρα τὸ εἰδικὰ τὸ ἴδιο. Ὁ νεαρὸς ὁ Χριστὸς τινὰ εἰς ἐπτὰ βρέφη περσικὰς τάπητας ἀξίας τουλάχιστον 10 λιρῶν εὐρεῖ καὶ μία αἰθρὴ τι τὴν ἔνα ἐνθάτη σοῦ Καίλιο εἶναι ἐξαπλωμένον τὸ δυστυχισμένον τὸ βρέφος, ὁλόγυμνον καὶ δυσμορφότατον διὰ σχεδόν... κου χοιρογιοσμένον καὶ ποδογυμνοῦ. Ἐνώπιόν του ἡ Μαρία εἰς τὴν αἰώνιαν γονατιστὴν στάσιν, πλησίον της ὁ Ἰωσὴφ, ὡς γυρτὸς Μυγγόλος ἀπὸ τὰ κάτασπρα μαλλιά καὶ γένεια, καὶ... περίεργα ἀσεμνά, καὶ παρουσιάζει μᾶς αὐτὰς ὁ ἄνθρωπος — καὶ περιέστρεφον τὴν... καὶ ἀπὸ Ἰταλίας παρθένους, αἱ ὁποῖαι... παίζουν μπουζοῦκια ! Εἶναι οἱ ἄγγελοι, οἱ ὁποῖοι μόνον οἱ Ἰταλοὶ ἡ μάλλον, οὐ τέπωε φανταζόμενοι.: [727, 333, 921, 605]
- paragraph: νὴν μαύρην ἐσθῆτα ἀπὸ χρυσὸ μεταξωτό, στὲ κεκαλ γονατισμένη πρὸ τοῦ Ἰησοῦ, γυμνοῦ βρέφους, ἐφθαμμένου κάτω εἰς τὸ χῶμα, ὁ ὁποῖον. Πλησίον της ὁ Ἰωσὴφ μὲ μίαν πολυτελεστάτη γοῦναν ἔχει γλυκεῖαν ποτὲ κολάκτιάνω, ὡς νὰ χειροκροτῇ, καὶ κυττάζει σὰν δοξασθὲς ἕνα ἢ τρία ἄγγελον, ἐκ τῶν πέντε ὅσα οἱ ὁποῖοι παριστανονται γονατισμένοι, μὲ πτερά, μὲ στέμματα, καὶ... μὲ βρακί... τὸ αὐτὸ ἀρχιτεκτονικὸν καὶ διακόνων, ἐν μέσῳ ὁ γονίων σινικῶν ἀνθοδοχείων μὲ κρῖνος, μὲ καλέσας καὶ μὲ ἄλλα ἄνθη. Εἰς τὸ βάθος τῆς εἰκόνος διακρίνω... ἕνα τσόκαρο ! Φαίνεται ὅτι ὑποδεικνύει τὸ μέσον διὰ τοῦ ὁποίου κατεβαίνει ὁ ἀγιογράφος τῆς ἐποχῆς ἐκείνης.: [727, 80, 921, 312]
- poem-line: μὲ τὸν Καιρὸν ἐχάθη: [357, 1271, 459, 1283]
- story-part-a: [122, 79, 305, 986]
- paragraph: Ἐξεστάθηκα ὅλος. Κατέβηκα, ἐτίναξα τὰ χιόνια ἀπὸ τὸ ἐπανωφόρι μου καὶ ὥρμησα μὲ ἕνα ψιθύρισμα :: [122, 1492, 305, 1530]
- paragraph: — Μεσημέρι !: [122, 149, 189, 161]
- article-subhead: Η ΙΔΕΑ ΤΗΣ ΓΕΝΝΗΣΕΩΣ: [537, 419, 692, 434]
- poem-line: Ἀπόψε τὰ μεσάνυχτα: [315, 1569, 418, 1581]
- section-divider: * * *: [398, 717, 419, 729]
- poem-line: ν' ἀφήση ἐμπρὸς στὴν κούνια του: [357, 1136, 502, 1161]
- paragraph: Ἐγεινα κατακόκκινος. Μοῦ ἦρθαν κλάματα. Τέτοια προσβολὴ κι' ἀπὸ ἕνα γέρο καὶ χαλάσει τὴν χαρὰ κι' ἐμὲ ἀργότερα ἀπὸ τὴν ἐξοργισμένη του φωνή, μᾶς ἔβγαλε πάλιν ἔξω ἀπὸ τὴν πόρτα. Ἐγὼ ἀξιοπρεπέστερος, εἶχα ρίψει τὰ μάτια μου κάτω καὶ προσπαθοῦσα νὰ ἀναμεσαιθεῖ καὶ νὰ... ἐξιλεώσω τὴν προσβολήν, ποῦ μοῦ ἔκαμε ὁ παραταγμένος καὶ ἔκαμε τὸν ἐμπαιγμὸν τοῦ ἐλάχιστον ἐδῶ νὰ γυρίσω ἄλλη φορὰ πρὸς κανέναν ποῦ νὰ δὲν... τὸν ἔχω ἐπήγαμε...: [930, 2356, 1036, 2575]
- paragraph: Ἐπὶ τέλους καταλήγομεν εἰς τὴν ἐποχὴν μας εἰς τὴν ὁποίαν ἀνήκει ἡ εἰκών, τὴν ὁποίαν βλέπετε καὶ σεῖς. Ἐδῶ δὲν ὑπάρχει μὲν οὔτε τσαντήρι, οὔτε ἀγγελοι, οὔτε ἀγγέλοι πτέρυγες, οὔτε ἄστρα κατεσκευασμένα οὔτε ρωτοτέρανον περὶ τὰς ἁγίας κεφαλὰς, καὶ τὸ ἐπισημότερον... μόνον τὰ ἀρωμέτερα. Ὁ καλλιτέχνης ὡς ἔπρεπε νὰ ἐννοήσῃ, ἐνθυμεῖται εἰς καὶ περιστασιακὴν περὶ τῆς σκηνῆς, ὅπως ἐγένετο· ἐξώλης καὶ ὁμόλογον, τὸ ὁποῖον ὑπάρχει εἰς τὴν κατανυκτικὴν στιγμὴν μετὰ τὴν χλαῖναν τῶν νεκρῶν νὰ ἐμφανισθῇ καὶ σὲ ὅτι ἔκαμε εἰς μερικὰ θεὸν τὰ ὁ μάλιστα ρεαλιστικῶς. Ἐ δὲ εἰ ἀναξιοπρεπὲς εἰς τὴν ἐτεσίαν εἰς καλὴν ἀθανὴ καὶ αὐτὴν ἡ γνῶσις τῶν θεάτρων τοῦ Χριστοῦ... Ἐδῶ πάλιν ἡ Γέννησις... Ἀν... λέγει ἐπὶ τὰ αὐτὸ κοινὰ ἐπιτέλους... Ὁ Χριστὸς ἐγεννήθη εἰς ἐνεμήμερον.: [727, 971, 921, 1255]
- poem-stanza: [315, 1183, 502, 1250]
- poem-line: Δὲν εἶμαι τὸ πανέμορφο: [315, 1095, 432, 1107]
- paragraph: — Νὰ πῆς τοῦ Δασκάλου σας ὅτι θέλω νὰ ἔλθετε στὸ σπίτι ὅλα τὰ παιδιά, νὰ μοῦ πῆτε τὰ Χριστούγεννα.: [930, 1778, 1036, 1831]
- poem-line: γιὰ νὰ φιλήση.: [393, 1622, 466, 1634]
